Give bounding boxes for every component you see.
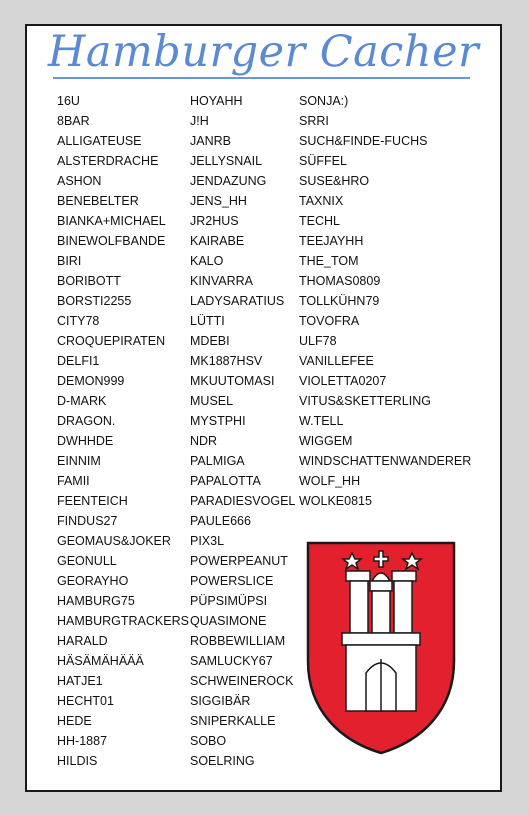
name-item: SNIPERKALLE bbox=[190, 714, 276, 728]
name-item: WOLKE0815 bbox=[299, 494, 372, 508]
name-item: ALLIGATEUSE bbox=[57, 134, 142, 148]
name-item: THE_TOM bbox=[299, 254, 359, 268]
name-item: TAXNIX bbox=[299, 194, 344, 208]
name-item: BINEWOLFBANDE bbox=[57, 234, 166, 248]
name-item: SUCH&FINDE-FUCHS bbox=[299, 134, 428, 148]
name-item: TEEJAYHH bbox=[299, 234, 364, 248]
name-item: BIANKA+MICHAEL bbox=[57, 214, 166, 228]
name-item: SAMLUCKY67 bbox=[190, 654, 273, 668]
name-item: BIRI bbox=[57, 254, 82, 268]
name-item: SRRI bbox=[299, 114, 329, 128]
name-item: SONJA:) bbox=[299, 94, 349, 108]
name-item: FAMII bbox=[57, 474, 90, 488]
name-item: EINNIM bbox=[57, 454, 101, 468]
name-item: CITY78 bbox=[57, 314, 100, 328]
name-item: KALO bbox=[190, 254, 224, 268]
name-item: GEOMAUS&JOKER bbox=[57, 534, 171, 548]
name-item: JELLYSNAIL bbox=[190, 154, 263, 168]
name-item: SIGGIBÄR bbox=[190, 694, 251, 708]
name-item: D-MARK bbox=[57, 394, 107, 408]
name-item: SÜFFEL bbox=[299, 154, 347, 168]
name-item: POWERPEANUT bbox=[190, 554, 288, 568]
name-item: DRAGON. bbox=[57, 414, 116, 428]
name-item: LÜTTI bbox=[190, 314, 225, 328]
name-item: ASHON bbox=[57, 174, 102, 188]
name-item: SUSE&HRO bbox=[299, 174, 370, 188]
name-item: MK1887HSV bbox=[190, 354, 263, 368]
name-item: MYSTPHI bbox=[190, 414, 246, 428]
name-item: HÄSÄMÄHÄÄÄ bbox=[57, 654, 144, 668]
name-column-3 bbox=[299, 91, 471, 511]
name-item: W.TELL bbox=[299, 414, 344, 428]
name-item: VIOLETTA0207 bbox=[299, 374, 387, 388]
name-item: BENEBELTER bbox=[57, 194, 139, 208]
name-item: TECHL bbox=[299, 214, 340, 228]
name-item: TOVOFRA bbox=[299, 314, 360, 328]
name-item: MDEBI bbox=[190, 334, 230, 348]
name-item: GEORAYHO bbox=[57, 574, 129, 588]
name-item: TOLLKÜHN79 bbox=[299, 294, 380, 308]
name-item: SCHWEINEROCK bbox=[190, 674, 294, 688]
name-item: POWERSLICE bbox=[190, 574, 274, 588]
name-item: WINDSCHATTENWANDERER bbox=[299, 454, 472, 468]
name-item: MKUUTOMASI bbox=[190, 374, 275, 388]
name-column-1 bbox=[57, 91, 189, 771]
name-item: DEMON999 bbox=[57, 374, 125, 388]
name-item: VITUS&SKETTERLING bbox=[299, 394, 431, 408]
name-item: FINDUS27 bbox=[57, 514, 118, 528]
name-item: HH-1887 bbox=[57, 734, 108, 748]
name-item: ROBBEWILLIAM bbox=[190, 634, 286, 648]
name-item: JENDAZUNG bbox=[190, 174, 267, 188]
name-item: HARALD bbox=[57, 634, 108, 648]
name-item: BORSTI2255 bbox=[57, 294, 132, 308]
name-item: VANILLEFEE bbox=[299, 354, 374, 368]
name-item: MUSEL bbox=[190, 394, 234, 408]
hamburg-coat-of-arms-icon bbox=[306, 541, 456, 755]
name-item: PIX3L bbox=[190, 534, 225, 548]
name-item: FEENTEICH bbox=[57, 494, 128, 508]
name-item: HOYAHH bbox=[190, 94, 243, 108]
name-item: JANRB bbox=[190, 134, 231, 148]
name-item: BORIBOTT bbox=[57, 274, 121, 288]
name-item: JR2HUS bbox=[190, 214, 239, 228]
name-item: PAULE666 bbox=[190, 514, 251, 528]
name-item: 8BAR bbox=[57, 114, 90, 128]
name-item: J!H bbox=[190, 114, 209, 128]
name-item: DELFI1 bbox=[57, 354, 100, 368]
name-item: PARADIESVOGEL bbox=[190, 494, 296, 508]
name-item: KAIRABE bbox=[190, 234, 245, 248]
name-item: HAMBURGTRACKERS bbox=[57, 614, 189, 628]
name-item: NDR bbox=[190, 434, 218, 448]
name-item: WIGGEM bbox=[299, 434, 353, 448]
name-column-2 bbox=[190, 91, 295, 771]
name-item: PÜPSIMÜPSI bbox=[190, 594, 268, 608]
title-underline bbox=[53, 77, 470, 79]
name-list-card bbox=[25, 24, 502, 792]
name-item: 16U bbox=[57, 94, 80, 108]
name-item: DWHHDE bbox=[57, 434, 114, 448]
name-item: PAPALOTTA bbox=[190, 474, 261, 488]
name-item: HATJE1 bbox=[57, 674, 103, 688]
name-item: JENS_HH bbox=[190, 194, 247, 208]
name-item: QUASIMONE bbox=[190, 614, 267, 628]
page-title: Hamburger Cacher bbox=[47, 27, 480, 77]
name-item: HILDIS bbox=[57, 754, 98, 768]
name-item: ULF78 bbox=[299, 334, 337, 348]
name-item: THOMAS0809 bbox=[299, 274, 381, 288]
name-item: HAMBURG75 bbox=[57, 594, 135, 608]
name-item: LADYSARATIUS bbox=[190, 294, 285, 308]
name-item: SOBO bbox=[190, 734, 227, 748]
name-item: ALSTERDRACHE bbox=[57, 154, 159, 168]
name-item: HECHT01 bbox=[57, 694, 114, 708]
name-item: KINVARRA bbox=[190, 274, 253, 288]
name-item: HEDE bbox=[57, 714, 92, 728]
name-item: CROQUEPIRATEN bbox=[57, 334, 166, 348]
name-item: PALMIGA bbox=[190, 454, 245, 468]
name-item: SOELRING bbox=[190, 754, 255, 768]
name-item: WOLF_HH bbox=[299, 474, 361, 488]
name-item: GEONULL bbox=[57, 554, 117, 568]
